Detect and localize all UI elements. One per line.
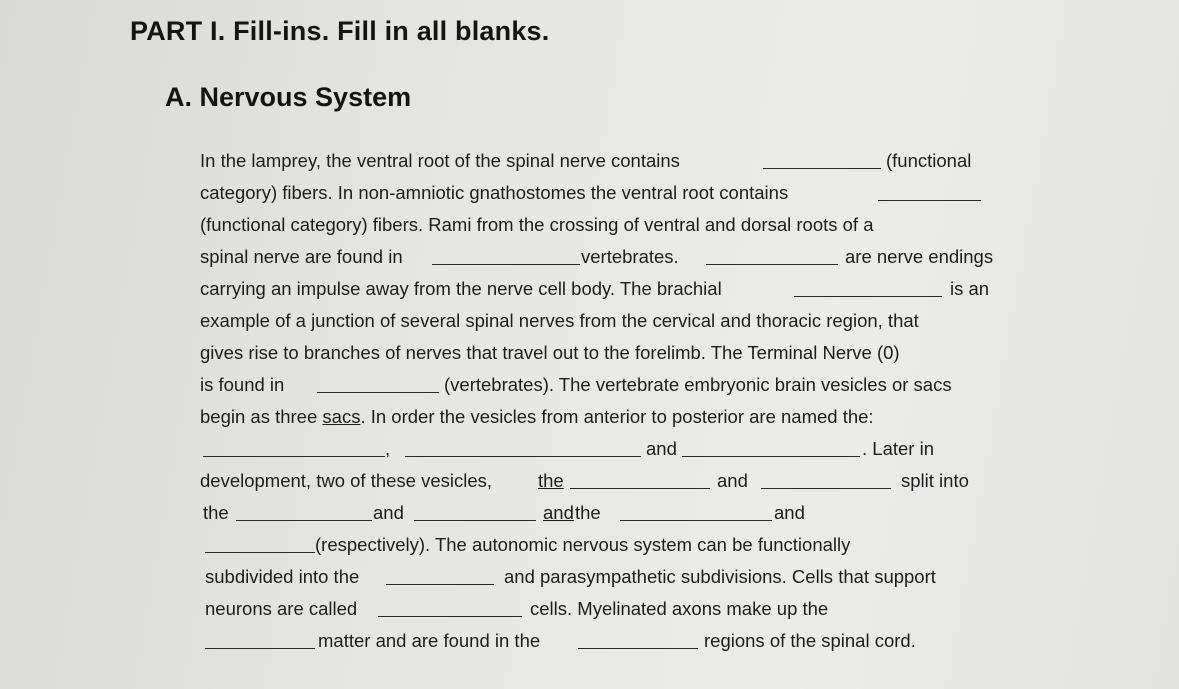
passage-text: the [575,502,601,523]
answer-blank[interactable] [205,625,315,649]
passage-line [200,593,1020,625]
answer-blank[interactable] [386,561,494,585]
underlined-word: the [538,470,564,491]
passage-line [200,401,1020,433]
answer-blank[interactable] [432,241,580,265]
answer-blank[interactable] [578,625,698,649]
passage-text: (respectively). The autonomic nervous system can be functionally [315,534,851,555]
passage-text: matter and are found in the [318,630,541,651]
passage-text: subdivided into the [205,566,360,587]
answer-blank[interactable] [317,369,439,393]
passage-line [200,433,1020,465]
passage-line [200,497,1020,529]
passage-text: (functional [886,150,972,171]
passage-line [200,305,1020,337]
passage-text: In the lamprey, the ventral root of the spinal nerve contains [200,150,680,171]
passage-text: cells. Myelinated axons make up the [530,598,829,619]
answer-blank[interactable] [378,593,522,617]
passage-text: regions of the spinal cord. [704,630,916,651]
passage-text: are nerve endings [845,246,994,267]
passage-line [200,209,1020,241]
passage-text: spinal nerve are found in [200,246,403,267]
passage-text: . Later in [862,438,934,459]
passage-text: (functional category) fibers. Rami from the crossing of ventral and dorsal roots of a [200,214,874,235]
answer-blank[interactable] [620,497,772,521]
answer-blank[interactable] [761,465,891,489]
passage-text: (vertebrates). The vertebrate embryonic brain vesicles or sacs [444,374,952,395]
answer-blank[interactable] [794,273,942,297]
answer-blank[interactable] [878,177,981,201]
passage-line [200,561,1020,593]
answer-blank[interactable] [203,433,385,457]
passage-text: carrying an impulse away from the nerve cell body. The brachial [200,278,722,299]
passage-text: is found in [200,374,285,395]
passage-text: , [385,438,391,459]
passage-text: category) fibers. In non-amniotic gnathostomes the ventral root contains [200,182,789,203]
passage-text: gives rise to branches of nerves that travel out to the forelimb. The Terminal Nerve (0) [200,342,900,363]
passage-line [200,273,1020,305]
passage-text-group [200,401,874,433]
answer-blank[interactable] [236,497,372,521]
passage-text: split into [901,470,969,491]
part-title: PART I. Fill-ins. Fill in all blanks. [130,16,550,46]
answer-blank[interactable] [205,529,315,553]
passage-text: . In order the vesicles from anterior to posterior are named the: [360,406,874,427]
passage-text: vertebrates. [581,246,679,267]
answer-blank[interactable] [405,433,641,457]
answer-blank[interactable] [570,465,710,489]
answer-blank[interactable] [706,241,838,265]
passage-text: neurons are called [205,598,358,619]
passage-text: begin as three [200,406,323,427]
answer-blank[interactable] [682,433,860,457]
passage-line [200,177,1020,209]
passage-text: and parasympathetic subdivisions. Cells that support [504,566,936,587]
passage-text: is an [950,278,990,299]
passage-line [200,241,1020,273]
answer-blank[interactable] [763,145,881,169]
passage-text: and [373,502,404,523]
section-title: A. Nervous System [165,82,412,112]
fill-in-passage [200,145,1020,657]
passage-line [200,337,1020,369]
answer-blank[interactable] [414,497,536,521]
passage-text: and [646,438,677,459]
passage-line [200,369,1020,401]
passage-text: and [774,502,805,523]
passage-line [200,529,1020,561]
underlined-word: sacs [322,406,361,427]
passage-text: and [717,470,748,491]
underlined-word: and [543,502,574,523]
passage-text: the [203,502,229,523]
passage-text: development, two of these vesicles, [200,470,493,491]
passage-line [200,625,1020,657]
passage-line [200,465,1020,497]
passage-line [200,145,1020,177]
passage-text: example of a junction of several spinal nerves from the cervical and thoracic region, that [200,310,919,331]
